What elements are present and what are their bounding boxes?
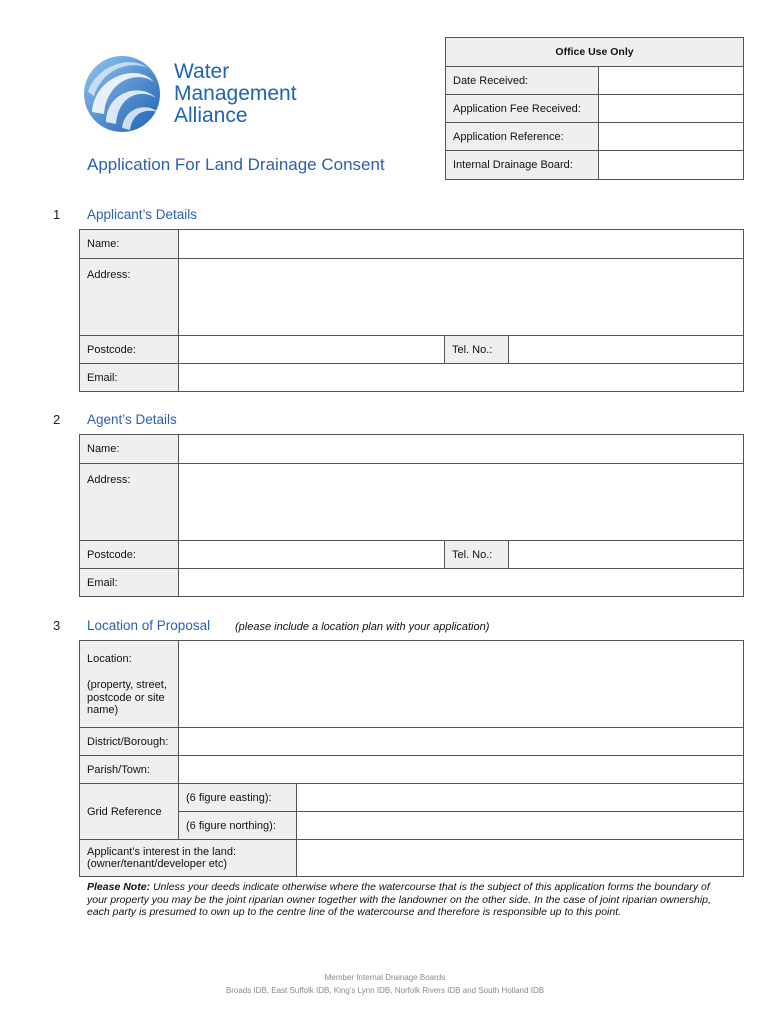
agent-postcode-label: Postcode: — [80, 541, 179, 569]
parish-field[interactable] — [179, 756, 744, 784]
application-reference-field[interactable] — [599, 123, 744, 151]
grid-reference-label: Grid Reference — [80, 784, 179, 840]
district-field[interactable] — [179, 728, 744, 756]
location-hint: (property, street, postcode or site name) — [87, 679, 167, 716]
please-note-text: Unless your deeds indicate otherwise where the watercourse that is the subject of this application forms the boundary of your property you may be the joint riparian owner together with the landowner on the other side. In the case of joint riparian ownership, each party is presumed to own up to the centre line of the watercourse and therefore is responsible up to this point. — [87, 881, 711, 918]
please-note — [87, 881, 727, 919]
application-fee-field[interactable] — [599, 95, 744, 123]
wma-logo — [82, 52, 332, 136]
agent-details-table — [79, 434, 744, 597]
date-received-label: Date Received: — [446, 67, 599, 95]
please-note-lead: Please Note: — [87, 881, 151, 893]
logo-word-alliance: Alliance — [174, 104, 248, 127]
applicant-email-field[interactable] — [179, 364, 744, 392]
wave-swirl-icon — [82, 52, 168, 136]
location-field[interactable] — [179, 641, 744, 728]
application-reference-label: Application Reference: — [446, 123, 599, 151]
applicant-details-table — [79, 229, 744, 392]
logo-text — [174, 61, 297, 127]
applicant-address-field[interactable] — [179, 259, 744, 336]
easting-label: (6 figure easting): — [179, 784, 297, 812]
agent-postcode-field[interactable] — [179, 541, 445, 569]
internal-drainage-board-label: Internal Drainage Board: — [446, 151, 599, 180]
location-label: Location: — [87, 653, 132, 665]
northing-label: (6 figure northing): — [179, 812, 297, 840]
section-3-title: Location of Proposal — [87, 618, 211, 633]
parish-label: Parish/Town: — [80, 756, 179, 784]
applicant-address-label: Address: — [80, 259, 179, 336]
interest-label: Applicant’s interest in the land: (owner/tenant/developer etc) — [80, 840, 297, 877]
section-3-note: (please include a location plan with your application) — [235, 621, 490, 633]
footer-members: Broads IDB, East Suffolk IDB, King’s Lynn IDB, Norfolk Rivers IDB and South Holland IDB — [225, 986, 545, 995]
page-title: Application For Land Drainage Consent — [87, 155, 385, 174]
applicant-postcode-field[interactable] — [179, 336, 445, 364]
applicant-postcode-label: Postcode: — [80, 336, 179, 364]
agent-email-label: Email: — [80, 569, 179, 597]
location-label-cell — [80, 641, 179, 728]
interest-field[interactable] — [297, 840, 744, 877]
office-use-heading: Office Use Only — [446, 38, 744, 67]
application-fee-label: Application Fee Received: — [446, 95, 599, 123]
applicant-tel-field[interactable] — [509, 336, 744, 364]
location-table — [79, 640, 744, 877]
easting-field[interactable] — [297, 784, 744, 812]
logo-word-water: Water — [174, 60, 230, 83]
footer-title: Member Internal Drainage Boards — [324, 973, 446, 982]
northing-field[interactable] — [297, 812, 744, 840]
agent-tel-label: Tel. No.: — [445, 541, 509, 569]
agent-email-field[interactable] — [179, 569, 744, 597]
agent-tel-field[interactable] — [509, 541, 744, 569]
applicant-name-field[interactable] — [179, 230, 744, 259]
section-1-number: 1 — [53, 207, 61, 222]
agent-address-label: Address: — [80, 464, 179, 541]
agent-name-field[interactable] — [179, 435, 744, 464]
section-2-number: 2 — [53, 412, 61, 427]
section-2-title: Agent’s Details — [87, 412, 177, 427]
office-use-table — [445, 37, 744, 180]
section-3-number: 3 — [53, 618, 61, 633]
internal-drainage-board-field[interactable] — [599, 151, 744, 180]
section-1-title: Applicant’s Details — [87, 207, 198, 222]
district-label: District/Borough: — [80, 728, 179, 756]
date-received-field[interactable] — [599, 67, 744, 95]
agent-address-field[interactable] — [179, 464, 744, 541]
applicant-name-label: Name: — [80, 230, 179, 259]
applicant-email-label: Email: — [80, 364, 179, 392]
applicant-tel-label: Tel. No.: — [445, 336, 509, 364]
agent-name-label: Name: — [80, 435, 179, 464]
logo-word-management: Management — [174, 82, 297, 105]
